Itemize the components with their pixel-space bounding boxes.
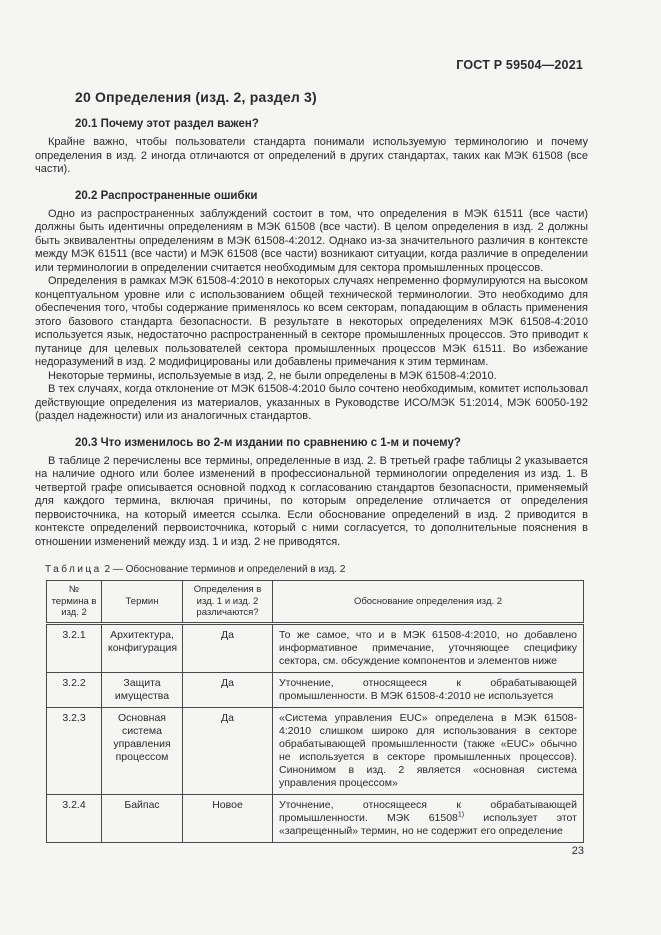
- table-caption-text: 2 — Обоснование терминов и определений в изд. 2: [104, 564, 346, 575]
- paragraph: Некоторые термины, используемые в изд. 2, не были определены в МЭК 61508-4:2010.: [48, 369, 497, 382]
- column-header-term-number: № термина в изд. 2: [47, 581, 102, 624]
- standard-designation: ГОСТ Р 59504—2021: [456, 58, 583, 72]
- terms-definitions-table: [46, 580, 584, 843]
- table-row: [47, 623, 584, 672]
- term-cell: Основная система управления процессом: [102, 707, 183, 794]
- table-row: [47, 707, 584, 794]
- term-cell: Архитектура, конфигурация: [102, 623, 183, 672]
- paragraph: В тех случаях, когда отклонение от МЭК 61508-4:2010 было сочтено необходимым, комитет использовал действующие определения из материалов, указанных в Руководстве ИСО/МЭК 51:2014, МЭК 60050-192 (раздел надежности) или из аналогичных стандартов.: [35, 383, 588, 422]
- table-body: [47, 623, 584, 842]
- paragraph: Крайне важно, чтобы пользователи стандарта понимали используемую терминологию и почему определения в изд. 2 иногда отличаются от определений в других стандартах, таких как МЭК 61508 (все части).: [35, 136, 588, 175]
- table-caption-label: Таблица: [45, 564, 102, 575]
- paragraph: Определения в рамках МЭК 61508-4:2010 в некоторых случаях непременно формулируются на высоком концептуальном уровне или с использованием общей технической терминологии. Это необходимо для обеспечения того, чтобы содержание применялось ко всем секторам, попадающим в область применения этого базового стандарта безопасности. В результате в некоторых определениях МЭК 61508-4:2010 используется язык, недостаточно распространенный в секторе промышленных процессов. Это приводит к путанице для целевых пользователей сектора промышленных процессов МЭК 61511. Во избежание недоразумений в изд. 2 модифицированы или добавлены примечания к этим терминам.: [35, 275, 588, 368]
- subsection-heading-20-3: 20.3 Что изменилось во 2-м издании по сравнению с 1-м и почему?: [75, 436, 461, 449]
- rationale-cell: Уточнение, относящееся к обрабатывающей промышленности. МЭК 61508$^{1)}$ использует этот «запрещенный» термин, но не содержит его определение: [273, 794, 584, 842]
- column-header-differs: Определения в изд. 1 и изд. 2 различаются?: [183, 581, 273, 624]
- differs-cell: Да: [183, 707, 273, 794]
- rationale-cell: «Система управления EUC» определена в МЭК 61508-4:2010 слишком широко для использования в секторе обрабатывающей промышленности (также «EUC» обычно не используется в секторе промышленных процессов). Синонимом в изд. 2 является «основная система управления процессом»: [273, 707, 584, 794]
- differs-cell: Новое: [183, 794, 273, 842]
- section-title: 20 Определения (изд. 2, раздел 3): [75, 89, 317, 105]
- subsection-heading-20-1: 20.1 Почему этот раздел важен?: [75, 118, 259, 130]
- term-number-cell: 3.2.2: [47, 672, 102, 707]
- term-cell: Байпас: [102, 794, 183, 842]
- differs-cell: Да: [183, 672, 273, 707]
- table-header: [47, 581, 584, 624]
- differs-cell: Да: [183, 623, 273, 672]
- term-number-cell: 3.2.3: [47, 707, 102, 794]
- paragraph: Одно из распространенных заблуждений состоит в том, что определения в МЭК 61511 (все части) должны быть идентичны определениям в МЭК 61508 (все части). В целом определения в изд. 2 должны быть эквивалентны определениям в МЭК 61508-4:2012. Однако из-за значительного различия в контексте между МЭК 61511 (все части) и МЭК 61508 (все части) возникают ситуации, когда различие в определении или терминологии в определении считается необходимым для сектора промышленных процессов.: [35, 207, 588, 274]
- term-number-cell: 3.2.1: [47, 623, 102, 672]
- rationale-cell: То же самое, что и в МЭК 61508-4:2010, но добавлено информативное примечание, уточняющее специфику сектора, см. обсуждение компонентов и элементов ниже: [273, 623, 584, 672]
- term-number-cell: 3.2.4: [47, 794, 102, 842]
- table-caption: [45, 564, 588, 575]
- rationale-cell: Уточнение, относящееся к обрабатывающей промышленности. В МЭК 61508-4:2010 не используется: [273, 672, 584, 707]
- column-header-term: Термин: [102, 581, 183, 624]
- paragraph: В таблице 2 перечислены все термины, определенные в изд. 2. В третьей графе таблицы 2 указывается на наличие одного или более изменений в профессиональной терминологии определения из изд. 1. В четвертой графе описывается основной подход к согласованию стандартов безопасности, применяемый для каждого термина, включая причины, по которым определение отличается от определения первоисточника, на который имеется ссылка. Если обоснование определений в изд. 2 приводится в контексте определений первоисточника, который с ними согласуется, то дополнительные пояснения в отношении изменений между изд. 1 и изд. 2 не приводятся.: [35, 454, 588, 548]
- column-header-rationale: Обоснование определения изд. 2: [273, 581, 584, 624]
- page-number: 23: [571, 845, 584, 857]
- term-cell: Защита имущества: [102, 672, 183, 707]
- subsection-heading-20-2: 20.2 Распространенные ошибки: [75, 189, 258, 202]
- table-row: [47, 672, 584, 707]
- table-row: [47, 794, 584, 842]
